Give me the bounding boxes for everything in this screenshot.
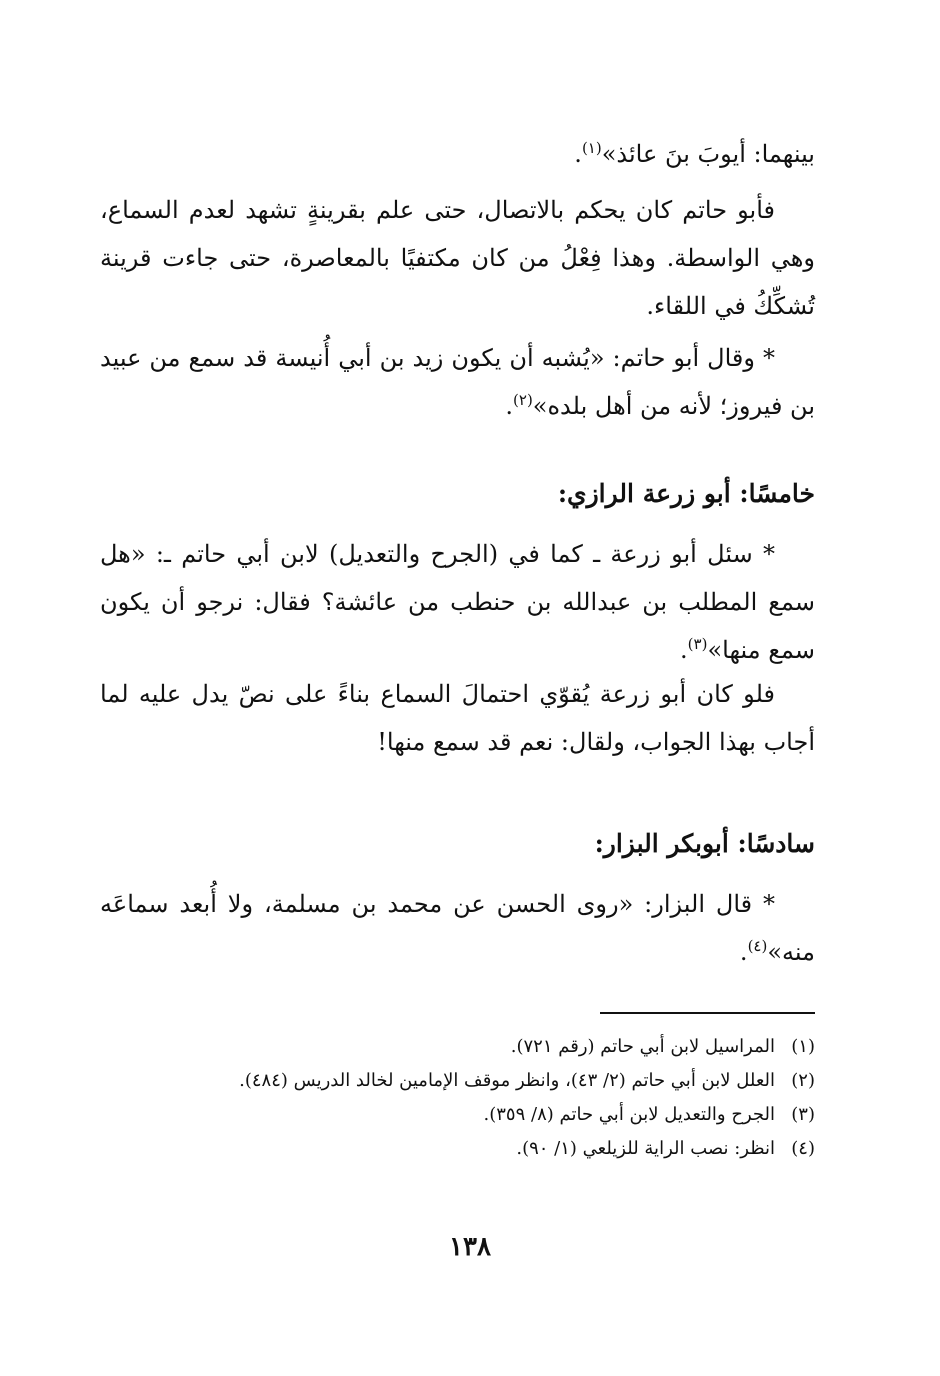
paragraph-text: بينهما: أيوبَ بنَ عائذ» (601, 140, 815, 168)
paragraph-abu-zura-analysis (100, 670, 815, 766)
paragraph-end: . (574, 140, 582, 168)
footnote-separator (600, 1012, 815, 1014)
section-heading-fifth: خامسًا: أبو زرعة الرازي: (557, 479, 815, 508)
paragraph-text: * قال البزار: «روى الحسن عن محمد بن مسلمة، ولا أُبعد سماعَه منه» (100, 890, 815, 966)
paragraph-text: * سئل أبو زرعة ـ كما في (الجرح والتعديل) لابن أبي حاتم ـ: «هل سمع المطلب بن عبدالله بن حنطب من عائشة؟ فقال: نرجو أن يكون سمع منها» (100, 540, 815, 664)
footnote-ref: (٢) (513, 391, 533, 409)
paragraph-end: . (505, 392, 514, 420)
footnote-number: (١) (791, 1036, 815, 1057)
paragraph-end: . (739, 938, 748, 966)
footnote-number: (٢) (791, 1070, 815, 1091)
footnote-item (100, 1064, 815, 1098)
footnotes (100, 1030, 815, 1166)
paragraph-abu-hatim-analysis (100, 186, 815, 330)
paragraph-text: فأبو حاتم كان يحكم بالاتصال، حتى علم بقرينةٍ تشهد لعدم السماع، وهي الواسطة. وهذا فِعْلُ من كان مكتفيًا بالمعاصرة، حتى جاءت قرينة تُشكِّكُ في اللقاء. (100, 196, 815, 320)
paragraph-end: . (680, 636, 688, 664)
paragraph-bazzar-quote (100, 880, 815, 976)
footnote-text: الجرح والتعديل لابن أبي حاتم (٨/ ٣٥٩). (483, 1104, 775, 1125)
footnote-ref: (١) (581, 139, 602, 157)
footnote-number: (٣) (791, 1104, 815, 1125)
section-heading-sixth: سادسًا: أبوبكر البزار: (594, 829, 815, 858)
footnote-ref: (٤) (747, 937, 768, 955)
paragraph-text: * وقال أبو حاتم: «يُشبه أن يكون زيد بن أبي أُنيسة قد سمع من عبيد بن فيروز؛ لأنه من أهل بلده» (100, 344, 815, 420)
paragraph-abu-zura-question (100, 530, 815, 674)
continuation-paragraph (100, 130, 815, 178)
footnote-item (100, 1030, 815, 1064)
footnote-text: المراسيل لابن أبي حاتم (رقم ٧٢١). (510, 1036, 775, 1057)
footnote-ref: (٣) (687, 635, 708, 653)
page-number: ١٣٨ (449, 1232, 491, 1262)
footnote-text: انظر: نصب الراية للزيلعي (١/ ٩٠). (516, 1138, 775, 1159)
footnote-item (100, 1098, 815, 1132)
footnote-number: (٤) (791, 1138, 815, 1159)
paragraph-abu-hatim-quote (100, 334, 815, 430)
paragraph-text: فلو كان أبو زرعة يُقوّي احتمالَ السماع بناءً على نصّ يدل عليه لما أجاب بهذا الجواب، ولقال: نعم قد سمع منها! (100, 680, 815, 756)
footnote-item (100, 1132, 815, 1166)
footnote-text: العلل لابن أبي حاتم (٢/ ٤٣)، وانظر موقف الإمامين لخالد الدريس (٤٨٤). (239, 1070, 775, 1091)
